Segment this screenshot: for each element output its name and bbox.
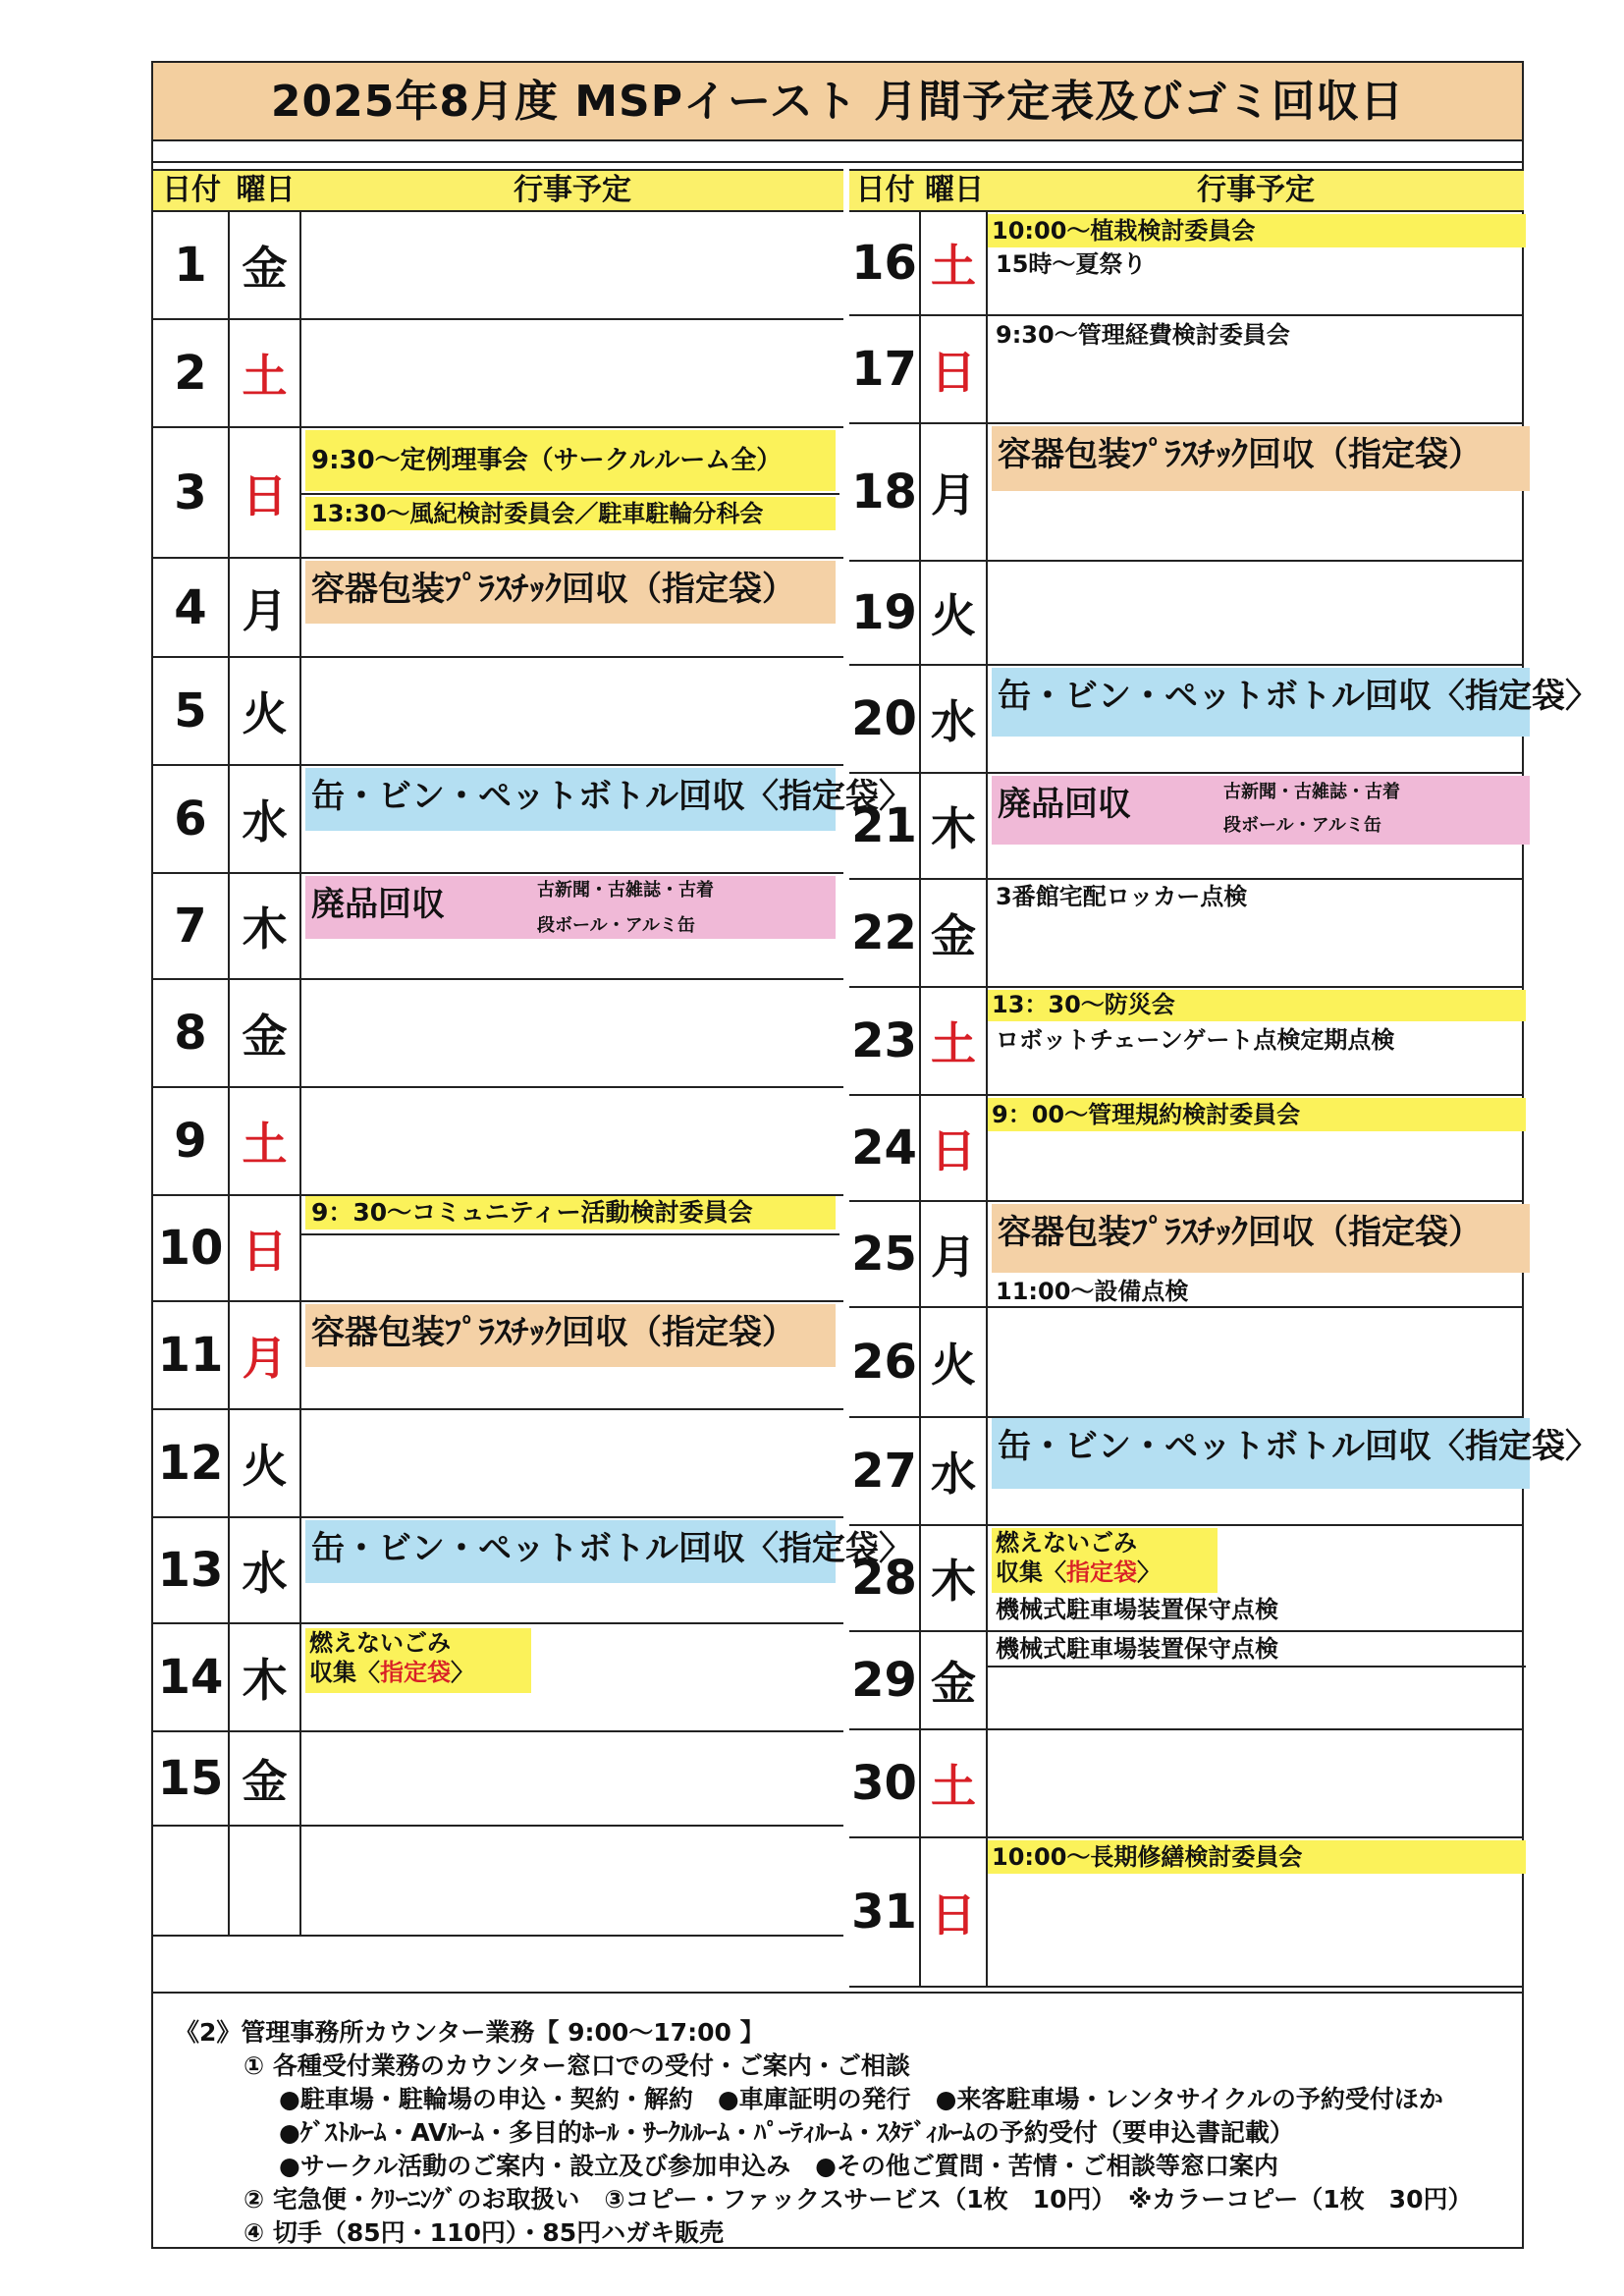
date-number: 26 [851, 1335, 917, 1390]
date-cell [849, 1096, 921, 1200]
event-plastic-collection: 容器包装ﾌﾟﾗｽﾁｯｸ回収（指定袋） [992, 1204, 1530, 1273]
notes-item1c: ●サークル活動のご案内・設立及び参加申込み ●その他ご質問・苦情・ご相談等窓口案内 [279, 2152, 1278, 2180]
events-cell [301, 1827, 843, 1935]
events-cell [301, 320, 843, 426]
events-cell [988, 774, 1524, 878]
events-cell [301, 1624, 843, 1730]
title-spacer [153, 141, 1522, 163]
weekday-cell [230, 428, 301, 557]
event-meeting: 13:30～風紀検討委員会／駐車駐輪分科会 [305, 497, 836, 530]
events-cell [301, 559, 843, 656]
weekday-label: 月 [931, 1230, 976, 1284]
weekday-label: 土 [242, 350, 288, 403]
weekday-cell [921, 424, 988, 560]
events-cell [301, 1302, 843, 1408]
weekday-label: 水 [931, 695, 976, 748]
weekday-label: 木 [931, 1555, 976, 1608]
date-number: 12 [157, 1436, 224, 1491]
weekday-label: 火 [931, 1339, 976, 1392]
date-cell [153, 874, 230, 978]
date-number: 3 [174, 465, 207, 520]
weekday-label: 水 [242, 1547, 288, 1600]
date-number: 15 [157, 1751, 224, 1806]
events-cell [988, 1632, 1524, 1728]
date-number: 24 [851, 1121, 917, 1175]
event-can-bottle-collection: 缶・ビン・ペットボトル回収〈指定袋〉 [305, 768, 836, 831]
day-row-2 [153, 320, 843, 428]
header-events: 行事予定 [514, 173, 631, 207]
events-cell [988, 562, 1524, 664]
date-cell [849, 212, 921, 314]
date-number: 18 [851, 465, 917, 519]
date-number: 1 [174, 238, 207, 293]
events-cell [988, 424, 1524, 560]
notes-item2: ② 宅急便・ｸﾘｰﾆﾝｸﾞのお取扱い ③コピー・ファックスサービス（1枚 10円） ※カラーコピー（1枚 30円） [244, 2185, 1473, 2214]
day-row-23 [849, 988, 1524, 1096]
events-cell [988, 1526, 1524, 1630]
weekday-label: 金 [931, 909, 976, 962]
page-title: 2025年8月度 MSPイースト 月間予定表及びゴミ回収日 [153, 63, 1522, 141]
weekday-label: 金 [242, 242, 288, 295]
date-number: 10 [157, 1221, 224, 1276]
events-cell [301, 874, 843, 978]
event-note: 段ボール・アルミ缶 [1223, 815, 1381, 836]
day-row-30 [849, 1730, 1524, 1838]
weekday-label: 火 [242, 1440, 288, 1493]
day-row-31 [849, 1838, 1524, 1988]
weekday-cell [230, 1088, 301, 1194]
date-cell [153, 658, 230, 764]
event-waste-collection [992, 776, 1530, 845]
weekday-label: 火 [931, 589, 976, 642]
day-row-5 [153, 658, 843, 766]
events-cell [988, 1418, 1598, 1524]
day-row-20 [849, 666, 1598, 774]
event-noncombustible [305, 1628, 531, 1693]
date-cell [849, 1838, 921, 1986]
left-header-row [153, 169, 843, 212]
event-can-bottle-collection: 缶・ビン・ペットボトル回収〈指定袋〉 [992, 668, 1530, 737]
notes-item1: ① 各種受付業務のカウンター窓口での受付・ご案内・ご相談 [244, 2051, 910, 2080]
date-cell [849, 666, 921, 772]
weekday-label: 火 [242, 687, 288, 740]
weekday-cell [921, 1838, 988, 1986]
blank-row [153, 1827, 843, 1937]
weekday-cell [921, 1096, 988, 1200]
date-cell [153, 1518, 230, 1622]
day-row-25 [849, 1202, 1524, 1308]
right-header-row [849, 169, 1524, 212]
weekday-label: 木 [242, 1654, 288, 1707]
weekday-cell [921, 774, 988, 878]
weekday-cell [230, 980, 301, 1086]
weekday-cell [230, 1624, 301, 1730]
day-row-8 [153, 980, 843, 1088]
date-cell [849, 1418, 921, 1524]
date-number: 17 [851, 342, 917, 397]
event-label: 廃品回収 [998, 785, 1131, 824]
event-inspection: 機械式駐車場装置保守点検 [996, 1596, 1278, 1623]
events-cell [301, 212, 843, 318]
date-number: 27 [851, 1444, 917, 1499]
weekday-label: 金 [242, 1755, 288, 1808]
weekday-cell [230, 1732, 301, 1825]
date-cell [153, 1196, 230, 1300]
event-plastic-collection: 容器包装ﾌﾟﾗｽﾁｯｸ回収（指定袋） [305, 561, 836, 624]
day-row-11 [153, 1302, 843, 1410]
weekday-cell [230, 874, 301, 978]
date-cell [153, 766, 230, 872]
day-row-3 [153, 428, 843, 559]
event-label: 廃品回収 [311, 885, 445, 924]
weekday-label: 日 [242, 1225, 288, 1278]
day-row-29 [849, 1632, 1524, 1730]
date-number: 13 [157, 1543, 224, 1598]
header-date: 日付 [855, 173, 915, 207]
events-cell [988, 1096, 1524, 1200]
weekday-cell [230, 1196, 301, 1300]
date-number: 2 [174, 346, 207, 401]
event-festival: 15時～夏祭り [996, 250, 1147, 278]
events-cell [301, 1732, 843, 1825]
events-cell [988, 666, 1598, 772]
date-number: 9 [174, 1114, 207, 1169]
day-row-4 [153, 559, 843, 658]
events-cell [988, 1730, 1524, 1836]
day-row-10 [153, 1196, 843, 1302]
weekday-label: 水 [931, 1448, 976, 1501]
day-row-7 [153, 874, 843, 980]
day-row-27 [849, 1418, 1598, 1526]
date-cell [849, 562, 921, 664]
weekday-label: 日 [931, 1888, 976, 1941]
weekday-cell [230, 559, 301, 656]
date-number: 29 [851, 1653, 917, 1708]
event-label: 収集〈指定袋〉 [996, 1558, 1161, 1586]
date-number: 8 [174, 1006, 207, 1061]
date-cell [153, 1302, 230, 1408]
date-cell [849, 1730, 921, 1836]
notes-item1a: ●駐車場・駐輪場の申込・契約・解約 ●車庫証明の発行 ●来客駐車場・レンタサイクルの予約受付ほか [279, 2085, 1443, 2113]
date-cell [849, 424, 921, 560]
schedule-sheet [151, 61, 1598, 2249]
date-number: 16 [851, 236, 917, 291]
day-row-15 [153, 1732, 843, 1827]
weekday-label: 土 [242, 1118, 288, 1171]
weekday-cell [230, 1410, 301, 1516]
events-cell [301, 1410, 843, 1516]
notes-item4: ④ 切手（85円・110円）・85円ハガキ販売 [244, 2218, 725, 2247]
event-meeting: 10:00～植栽検討委員会 [988, 214, 1526, 247]
date-cell [153, 1624, 230, 1730]
weekday-label: 月 [242, 583, 288, 637]
event-label: 燃えないごみ [309, 1629, 451, 1657]
date-cell [153, 1732, 230, 1825]
date-number: 14 [157, 1650, 224, 1705]
event-meeting: 13：30～防災会 [988, 990, 1526, 1021]
events-cell [988, 1838, 1524, 1986]
date-cell [153, 212, 230, 318]
event-meeting: 9:30～定例理事会（サークルルーム全） [305, 430, 836, 491]
event-meeting: 9：30～コミュニティー活動検討委員会 [305, 1196, 836, 1230]
date-number: 5 [174, 683, 207, 738]
header-events: 行事予定 [1197, 173, 1315, 207]
date-cell [153, 559, 230, 656]
weekday-cell [230, 658, 301, 764]
date-cell [849, 988, 921, 1094]
events-cell [988, 212, 1524, 314]
office-notes [153, 1992, 1522, 2247]
events-cell [988, 880, 1524, 986]
date-cell [153, 320, 230, 426]
date-number: 23 [851, 1013, 917, 1068]
event-inspection: 3番館宅配ロッカー点検 [996, 883, 1248, 910]
date-number: 11 [157, 1328, 224, 1383]
events-cell [988, 988, 1524, 1094]
day-row-14 [153, 1624, 843, 1732]
notes-heading: 《2》管理事務所カウンター業務【 9:00～17:00 】 [175, 2018, 765, 2047]
weekday-label: 日 [242, 468, 288, 522]
events-cell [301, 658, 843, 764]
event-inspection: 機械式駐車場装置保守点検 [996, 1635, 1278, 1663]
weekday-label: 木 [242, 902, 288, 956]
date-number: 19 [851, 585, 917, 640]
date-cell [849, 1526, 921, 1630]
day-row-24 [849, 1096, 1524, 1202]
weekday-label: 日 [931, 1124, 976, 1177]
date-cell [153, 1827, 230, 1935]
day-row-18 [849, 424, 1524, 562]
header-day: 曜日 [236, 173, 296, 207]
weekday-label: 土 [931, 240, 976, 293]
weekday-cell [230, 1827, 301, 1935]
day-row-22 [849, 880, 1524, 988]
day-row-1 [153, 212, 843, 320]
event-label: 収集〈指定袋〉 [309, 1659, 474, 1686]
event-can-bottle-collection: 缶・ビン・ペットボトル回収〈指定袋〉 [305, 1520, 836, 1583]
events-cell [988, 1308, 1524, 1416]
date-number: 20 [851, 691, 917, 746]
day-row-17 [849, 316, 1524, 424]
weekday-label: 土 [931, 1760, 976, 1813]
day-row-19 [849, 562, 1524, 666]
day-row-28 [849, 1526, 1524, 1632]
weekday-label: 土 [931, 1017, 976, 1070]
event-inspection: ロボットチェーンゲート点検定期点検 [996, 1026, 1395, 1054]
date-number: 6 [174, 792, 207, 847]
date-number: 22 [851, 905, 917, 960]
weekday-label: 日 [931, 346, 976, 399]
event-label: 燃えないごみ [996, 1529, 1137, 1557]
notes-item1b: ●ｹﾞｽﾄﾙｰﾑ・AVﾙｰﾑ・多目的ﾎｰﾙ・ｻｰｸﾙﾙｰﾑ・ﾊﾟｰﾃｨﾙｰﾑ・ｽﾀﾃﾞｨﾙｰﾑの予約受付（要申込書記載） [279, 2118, 1294, 2147]
event-meeting: 10:00～長期修繕検討委員会 [988, 1840, 1526, 1874]
weekday-cell [921, 666, 988, 772]
weekday-label: 木 [931, 802, 976, 855]
weekday-cell [921, 1308, 988, 1416]
events-cell [301, 428, 843, 557]
date-cell [153, 1088, 230, 1194]
weekday-cell [921, 1202, 988, 1306]
weekday-cell [230, 766, 301, 872]
date-number: 28 [851, 1551, 917, 1606]
date-number: 21 [851, 798, 917, 853]
weekday-cell [921, 988, 988, 1094]
events-cell [301, 1088, 843, 1194]
event-note: 古新聞・古雑誌・古着 [1223, 782, 1400, 802]
weekday-cell [230, 320, 301, 426]
weekday-cell [921, 1730, 988, 1836]
weekday-cell [921, 316, 988, 422]
date-cell [849, 1308, 921, 1416]
day-row-26 [849, 1308, 1524, 1418]
event-plastic-collection: 容器包装ﾌﾟﾗｽﾁｯｸ回収（指定袋） [305, 1304, 836, 1367]
date-number: 7 [174, 899, 207, 954]
weekday-cell [921, 880, 988, 986]
weekday-label: 月 [242, 1332, 288, 1385]
event-can-bottle-collection: 缶・ビン・ペットボトル回収〈指定袋〉 [992, 1418, 1530, 1489]
date-cell [849, 316, 921, 422]
day-row-21 [849, 774, 1524, 880]
event-noncombustible [992, 1528, 1218, 1593]
weekday-label: 金 [242, 1010, 288, 1063]
event-waste-collection [305, 876, 836, 939]
weekday-cell [230, 1302, 301, 1408]
event-meeting: 9：00～管理規約検討委員会 [988, 1098, 1526, 1131]
weekday-label: 水 [242, 795, 288, 848]
date-cell [849, 880, 921, 986]
weekday-cell [921, 1526, 988, 1630]
weekday-cell [921, 1632, 988, 1728]
weekday-cell [921, 212, 988, 314]
date-number: 31 [851, 1885, 917, 1940]
header-day: 曜日 [925, 173, 984, 207]
date-cell [153, 428, 230, 557]
date-cell [849, 1632, 921, 1728]
date-cell [153, 980, 230, 1086]
events-cell [301, 980, 843, 1086]
weekday-cell [230, 1518, 301, 1622]
date-number: 4 [174, 579, 207, 635]
date-number: 25 [851, 1227, 917, 1282]
event-note: 古新聞・古雑誌・古着 [537, 880, 714, 901]
events-cell [301, 1196, 843, 1300]
weekday-cell [230, 212, 301, 318]
events-cell [988, 316, 1524, 422]
weekday-label: 月 [931, 468, 976, 521]
event-inspection: 11:00～設備点検 [996, 1278, 1189, 1305]
event-note: 段ボール・アルミ缶 [537, 915, 695, 936]
day-row-12 [153, 1410, 843, 1518]
date-number: 30 [851, 1756, 917, 1811]
weekday-cell [921, 562, 988, 664]
weekday-cell [921, 1418, 988, 1524]
date-cell [153, 1410, 230, 1516]
header-date: 日付 [162, 173, 221, 207]
day-row-9 [153, 1088, 843, 1196]
day-row-16 [849, 212, 1524, 316]
weekday-label: 金 [931, 1657, 976, 1710]
events-cell [988, 1202, 1524, 1306]
date-cell [849, 774, 921, 878]
event-meeting: 9:30～管理経費検討委員会 [996, 321, 1290, 349]
date-cell [849, 1202, 921, 1306]
event-plastic-collection: 容器包装ﾌﾟﾗｽﾁｯｸ回収（指定袋） [992, 426, 1530, 491]
